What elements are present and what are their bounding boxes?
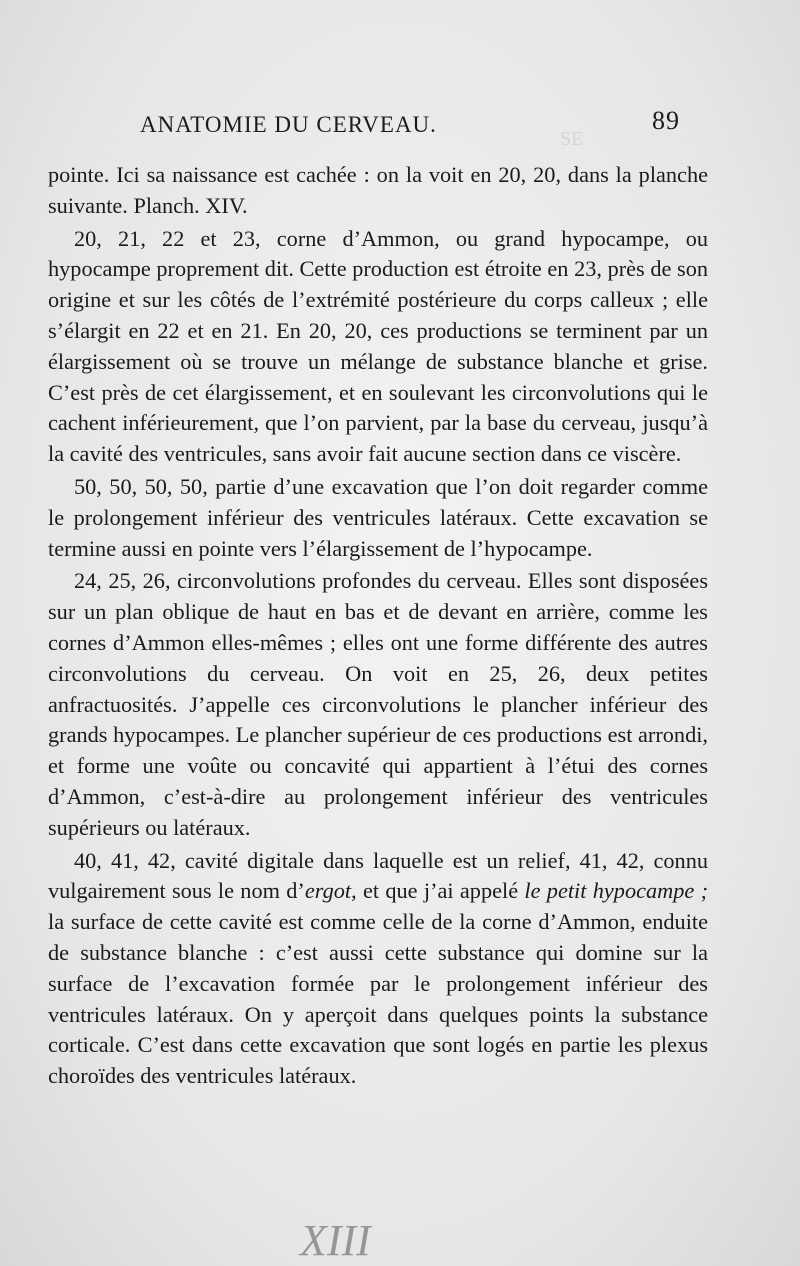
paragraph-3: 50, 50, 50, 50, partie d’une excavation que l’on doit regarder comme le prolongement inférieur des ventricules latéraux. Cette excavation se termine aussi en pointe vers l’élargissement de l’hypocampe.	[48, 473, 708, 561]
paragraph-1: pointe. Ici sa naissance est cachée : on la voit en 20, 20, dans la planche suivante. Planch. XIV.	[48, 162, 708, 218]
ergot-term: ergot	[304, 878, 352, 904]
paragraph-5	[48, 846, 708, 1092]
body-text	[48, 160, 708, 1092]
paragraph-4: 24, 25, 26, circonvolutions profondes du cerveau. Elles sont disposées sur un plan oblique de haut en bas et de devant en arrière, comme les cornes d’Ammon elles-mêmes ; elles ont une forme différente des autres circonvolutions du cerveau. On voit en 25, 26, deux petites anfractuosités. J’appelle ces circonvolutions le plancher inférieur des grands hypocampes. Le plancher supérieur de ces productions est arrondi, et forme une voûte ou concavité qui appartient à l’étui des cornes d’Ammon, c’est-à-dire au prolongement inférieur des ventricules supérieurs ou latéraux.	[48, 568, 708, 840]
bleed-through-text: SE	[560, 128, 584, 150]
running-head-title: ANATOMIE DU CERVEAU.	[140, 112, 437, 137]
paragraph-5-part-c: la surface de cette cavité est comme celle de la corne d’Ammon, enduite de substance blanche : c’est aussi cette substance qui domine sur la surface de l’excavation formée par le prolongement inférieur des ventricules latéraux. On y aperçoit dans quelques points la substance corticale. C’est dans cette excavation que sont logés en partie les plexus choroïdes des ventricules latéraux.	[48, 909, 708, 1089]
paragraph-5-part-b: , et que j’ai appelé	[351, 878, 525, 904]
paragraph-5-part-a: 40, 41, 42, cavité digitale dans laquelle est un relief, 41, 42, connu vulgairement sous le nom d’	[48, 847, 708, 904]
petit-hypocampe-term: le petit hypocampe ;	[524, 878, 709, 904]
paragraph-2: 20, 21, 22 et 23, corne d’Ammon, ou grand hypocampe, ou hypocampe proprement dit. Cette production est étroite en 23, près de son origine et sur les côtés de l’extrémité postérieure du corps calleux ; elle s’élargit en 22 et en 21. En 20, 20, ces productions se terminent par un élargissement où se trouve un mélange de substance blanche et grise. C’est près de cet élargissement, et en soulevant les circonvolutions qui le cachent inférieurement, que l’on parvient, par la base du cerveau, jusqu’à la cavité des ventricules, sans avoir fait aucune section dans ce viscère.	[48, 225, 708, 467]
handwritten-mark: XIII	[300, 1216, 371, 1265]
running-head	[140, 106, 680, 138]
page-number: 89	[652, 106, 680, 135]
